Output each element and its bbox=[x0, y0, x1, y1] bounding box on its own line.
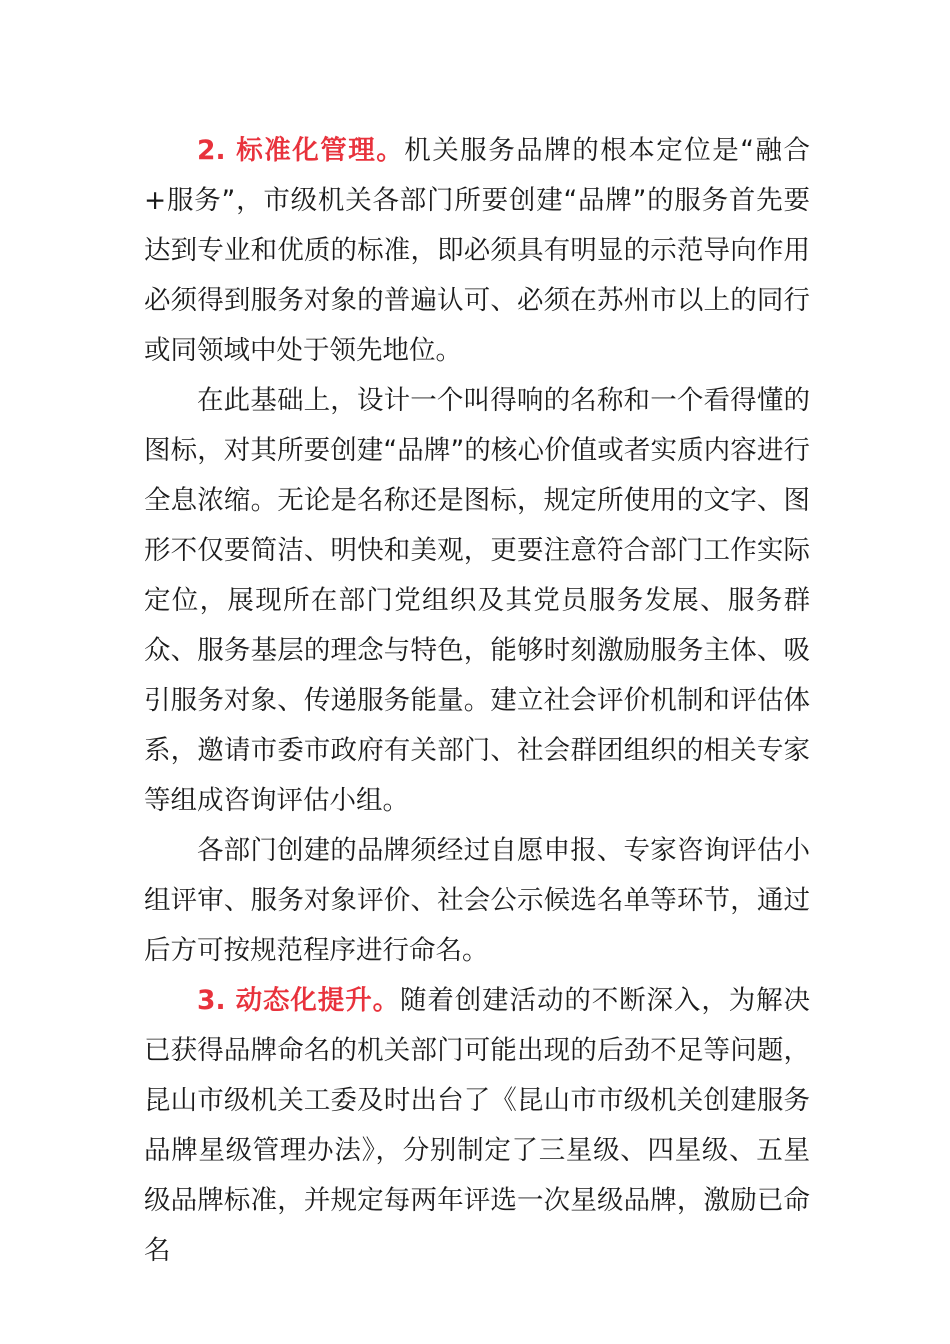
section-heading: 3. 动态化提升。 bbox=[197, 985, 400, 1016]
section-heading: 2. 标准化管理。 bbox=[197, 135, 405, 166]
paragraph-text: 机关服务品牌的根本定位是“融合+服务”，市级机关各部门所要创建“品牌”的服务首先要达到专业和优质的标准，即必须具有明显的示范导向作用必须得到服务对象的普遍认可、必须在苏州市以上的同行或同领域中处于领先地位。 bbox=[144, 135, 810, 366]
document-body bbox=[144, 126, 810, 1276]
paragraph-dynamic-upgrade bbox=[144, 976, 810, 1276]
paragraph-text: 随着创建活动的不断深入，为解决已获得品牌命名的机关部门可能出现的后劲不足等问题，昆山市级机关工委及时出台了《昆山市市级机关创建服务品牌星级管理办法》，分别制定了三星级、四星级、五星级品牌标准，并规定每两年评选一次星级品牌，激励已命名 bbox=[144, 985, 811, 1266]
paragraph-text: 各部门创建的品牌须经过自愿申报、专家咨询评估小组评审、服务对象评价、社会公示候选名单等环节，通过后方可按规范程序进行命名。 bbox=[144, 835, 810, 966]
paragraph-brand-naming bbox=[144, 826, 810, 976]
paragraph-standardized-management bbox=[144, 126, 810, 376]
paragraph-brand-design bbox=[144, 376, 810, 826]
paragraph-text: 在此基础上，设计一个叫得响的名称和一个看得懂的图标，对其所要创建“品牌”的核心价值或者实质内容进行全息浓缩。无论是名称还是图标，规定所使用的文字、图形不仅要简洁、明快和美观，更要注意符合部门工作实际定位，展现所在部门党组织及其党员服务发展、服务群众、服务基层的理念与特色，能够时刻激励服务主体、吸引服务对象、传递服务能量。建立社会评价机制和评估体系，邀请市委市政府有关部门、社会群团组织的相关专家等组成咨询评估小组。 bbox=[144, 385, 810, 816]
